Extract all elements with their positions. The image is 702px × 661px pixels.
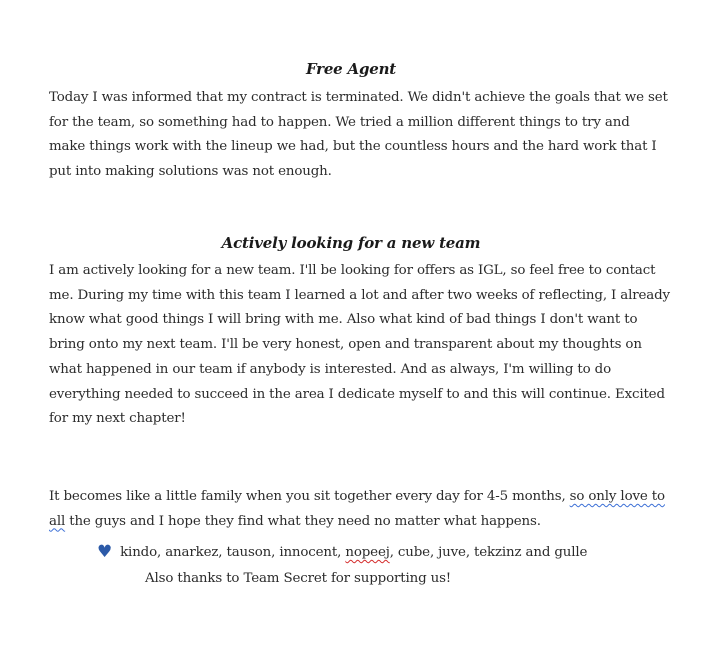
text-line [49, 510, 659, 535]
heading-free-agent: Free Agent [305, 60, 397, 78]
text-line [49, 485, 665, 510]
text-segment: It becomes like a little family when you sit together every day for 4-5 months, [49, 489, 570, 504]
text-line: make things work with the lineup we had, but the countless hours and the hard work that I [49, 139, 657, 155]
heading-looking-for-team: Actively looking for a new team [221, 234, 481, 252]
text-line: what happened in our team if anybody is interested. And as always, I'm willing to do [49, 361, 612, 377]
thanks-names-line [97, 542, 587, 562]
text-segment: , cube, juve, tekzinz and gulle [389, 545, 588, 560]
spelling-flagged-text[interactable]: nopeej [345, 545, 390, 560]
text-segment: the guys and I hope they find what they need no matter what happens. [65, 513, 541, 529]
paragraph-free-agent [49, 86, 668, 185]
text-line: Today I was informed that my contract is terminated. We didn't achieve the goals that we set [49, 90, 668, 105]
text-line: put into making solutions was not enough. [49, 164, 332, 180]
heart-icon: ♥ [97, 542, 113, 562]
text-line: for my next chapter! [49, 411, 186, 427]
thanks-team-secret: Also thanks to Team Secret for supporting us! [145, 571, 452, 586]
text-line: I am actively looking for a new team. I'll be looking for offers as IGL, so feel free to contact [49, 263, 656, 278]
text-line: me. During my time with this team I learned a lot and after two weeks of reflecting, I already [49, 287, 670, 303]
grammar-flagged-text[interactable]: all [49, 513, 66, 529]
text-line: everything needed to succeed in the area I dedicate myself to and this will continue. Excited [49, 386, 665, 402]
text-line: bring onto my next team. I'll be very honest, open and transparent about my thoughts on [49, 337, 642, 353]
paragraph-looking-for-team [49, 259, 670, 432]
paragraph-family [49, 485, 665, 534]
text-line: for the team, so something had to happen. We tried a million different things to try and [49, 114, 630, 130]
text-line: know what good things I will bring with me. Also what kind of bad things I don't want to [49, 312, 638, 328]
grammar-flagged-text[interactable]: so only love to [569, 489, 665, 504]
text-segment: kindo, anarkez, tauson, innocent, [120, 545, 346, 560]
